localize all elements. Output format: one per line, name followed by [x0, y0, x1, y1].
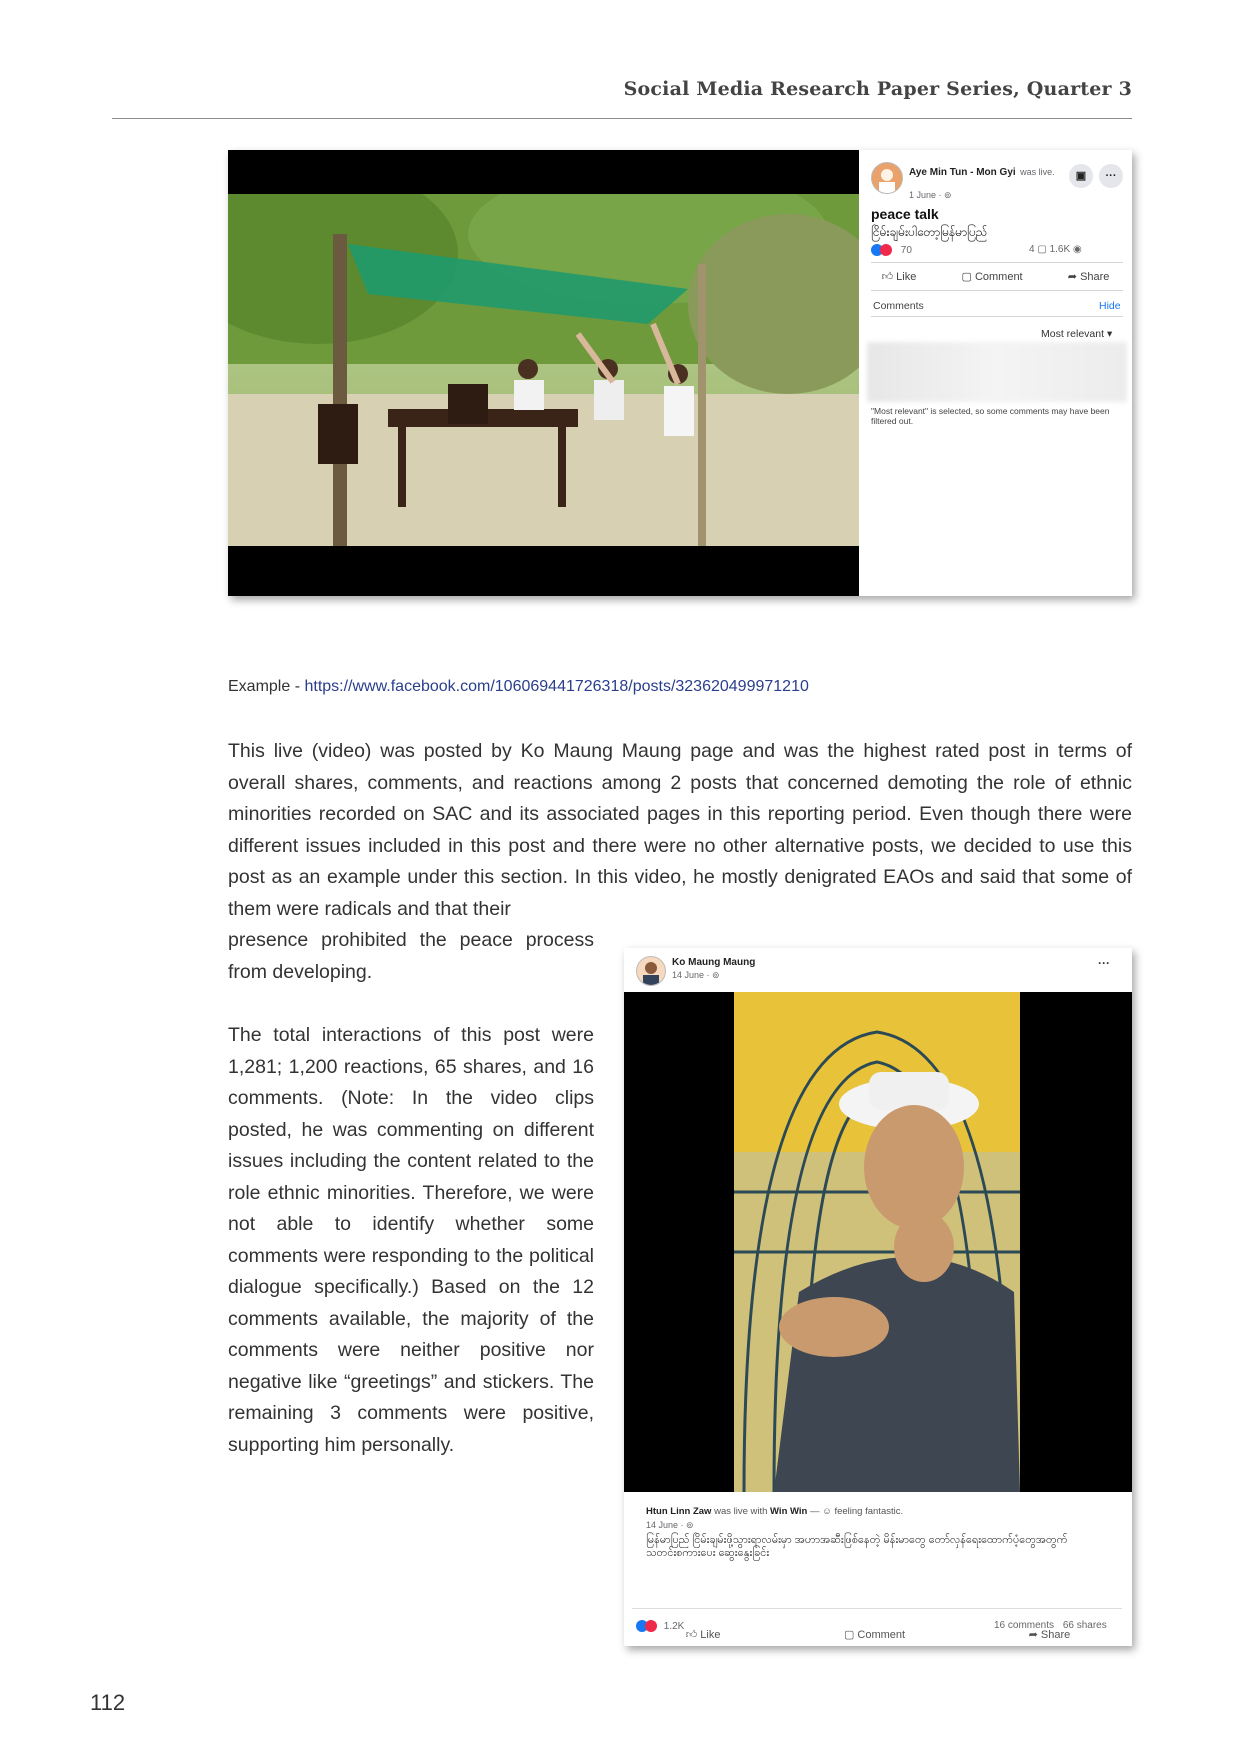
dash-separator: —	[809, 1506, 820, 1517]
body-paragraph-1-continued: presence prohibited the peace process from developing.	[228, 929, 594, 983]
comment-icon: ▢	[843, 1629, 858, 1641]
post-author-suffix: was live.	[1020, 167, 1055, 177]
shares-count[interactable]: 66 shares	[1062, 1620, 1107, 1631]
post-author-name[interactable]: Ko Maung Maung	[672, 957, 756, 968]
outdoor-scene-image	[228, 194, 859, 546]
reaction-count[interactable]: 70	[900, 244, 912, 256]
post-date[interactable]: 1 June ·	[909, 190, 945, 200]
share-arrow-icon: ➦	[1067, 271, 1081, 283]
more-options-icon[interactable]: ···	[1099, 164, 1123, 188]
sort-dropdown[interactable]: Most relevant ▾	[1041, 328, 1113, 340]
shared-with-name[interactable]: Win Win	[770, 1506, 808, 1517]
globe-icon: ⊚	[712, 970, 720, 980]
comment-count[interactable]: 4	[1029, 244, 1035, 255]
comment-button[interactable]: ▢ Comment	[961, 271, 1023, 283]
figure-caption	[228, 678, 809, 696]
smiley-icon: ☺	[822, 1506, 832, 1517]
globe-icon: ⊚	[686, 1520, 694, 1530]
view-count[interactable]: 1.6K	[1049, 244, 1071, 255]
eye-icon: ◉	[1072, 244, 1082, 255]
post-author-name[interactable]: Aye Min Tun - Mon Gyi	[909, 167, 1016, 178]
blurred-comments	[867, 342, 1127, 402]
post-actions-bar	[624, 1628, 1132, 1646]
video-frame-ko-maung-maung	[624, 992, 1132, 1492]
video-frame-peace-talk	[228, 194, 859, 546]
save-icon[interactable]: ▣	[1069, 164, 1093, 188]
running-header: Social Media Research Paper Series, Quarter 3	[623, 78, 1132, 100]
facebook-post-screenshot-2	[624, 948, 1132, 1646]
hide-comments-link[interactable]: Hide	[1099, 300, 1121, 312]
facebook-post-panel	[859, 150, 1132, 596]
post-date[interactable]: 14 June ·	[672, 970, 713, 980]
comments-label: Comments	[873, 300, 924, 312]
post-title: peace talk	[871, 206, 939, 222]
more-options-icon[interactable]: ···	[1098, 956, 1110, 970]
shared-with-pre: was live with	[714, 1506, 768, 1517]
feeling-text: feeling fantastic.	[834, 1506, 904, 1517]
author-avatar[interactable]	[636, 956, 666, 986]
share-button[interactable]: ➦ Share	[1028, 1629, 1071, 1641]
author-avatar[interactable]	[871, 162, 903, 194]
share-arrow-icon: ➦	[1028, 1629, 1041, 1641]
comment-icon: ▢	[961, 271, 975, 283]
man-speaking-image	[624, 992, 1132, 1492]
header-divider	[112, 118, 1132, 119]
share-button[interactable]: ➦ Share	[1067, 271, 1110, 283]
shared-author-name[interactable]: Htun Linn Zaw	[646, 1506, 712, 1517]
caption-prefix: Example -	[228, 678, 305, 695]
shared-post-card[interactable]	[632, 1496, 1122, 1609]
reaction-count[interactable]: 1.2K	[663, 1620, 685, 1632]
body-paragraph-1: This live (video) was posted by Ko Maung Maung page and was the highest rated post in terms of overall shares, comments, and reactions among 2 posts that concerned demoting the role of ethnic minorities recorded on SAC and its associated pages in this reporting period. Even though there were different issues included in this post and there were no other alternative posts, we decided to use this post as an example under this section. In this video, he mostly denigrated EAOs and said that some of them were radicals and that their	[228, 740, 1132, 920]
thumbs-up-icon: 👍︎	[685, 1629, 701, 1641]
like-button[interactable]: 👍︎ Like	[881, 271, 917, 283]
post-text: ငြိမ်းချမ်းပါတော့မြန်မာပြည်	[871, 225, 988, 239]
shared-post-text: မြန်မာပြည် ငြိမ်းချမ်းဖို့သွားရာလမ်းမှာ အဟာအဆီးဖြစ်နေတဲ့ မိန်းမာတွေ တော်လှန်ရေးထောက်ပံ့တွေအတွက် သတင်းစကားပေး ဆွေးနွေးခြင်း	[646, 1534, 1068, 1559]
body-paragraph-2: The total interactions of this post were 1,281; 1,200 reactions, 65 shares, and 16 comments. (Note: In the video clips posted, he was commenting on different issues including the content related to the role ethnic minorities. Therefore, we were not able to identify whether some comments were responding to the political dialogue specifically.) Based on the 12 comments available, the majority of the comments were neither positive nor negative like “greetings” and stickers. The remaining 3 comments were positive, supporting him personally.	[228, 1024, 594, 1456]
shared-post-date[interactable]: 14 June ·	[646, 1520, 687, 1530]
caret-down-icon: ▾	[1106, 328, 1113, 340]
comment-bubble-icon: ▢	[1037, 244, 1047, 255]
thumbs-up-icon: 👍︎	[881, 271, 897, 283]
globe-icon: ⊚	[944, 190, 952, 200]
source-link[interactable]: https://www.facebook.com/106069441726318/posts/323620499971210	[304, 678, 809, 695]
comments-count[interactable]: 16 comments	[994, 1620, 1055, 1631]
comment-button[interactable]: ▢ Comment	[843, 1629, 906, 1641]
page-number: 112	[90, 1690, 126, 1715]
love-reaction-icon[interactable]	[880, 244, 892, 256]
facebook-live-screenshot-1	[228, 150, 1132, 596]
like-button[interactable]: 👍︎ Like	[685, 1629, 721, 1641]
filter-note: "Most relevant" is selected, so some comments may have been filtered out.	[871, 406, 1110, 426]
